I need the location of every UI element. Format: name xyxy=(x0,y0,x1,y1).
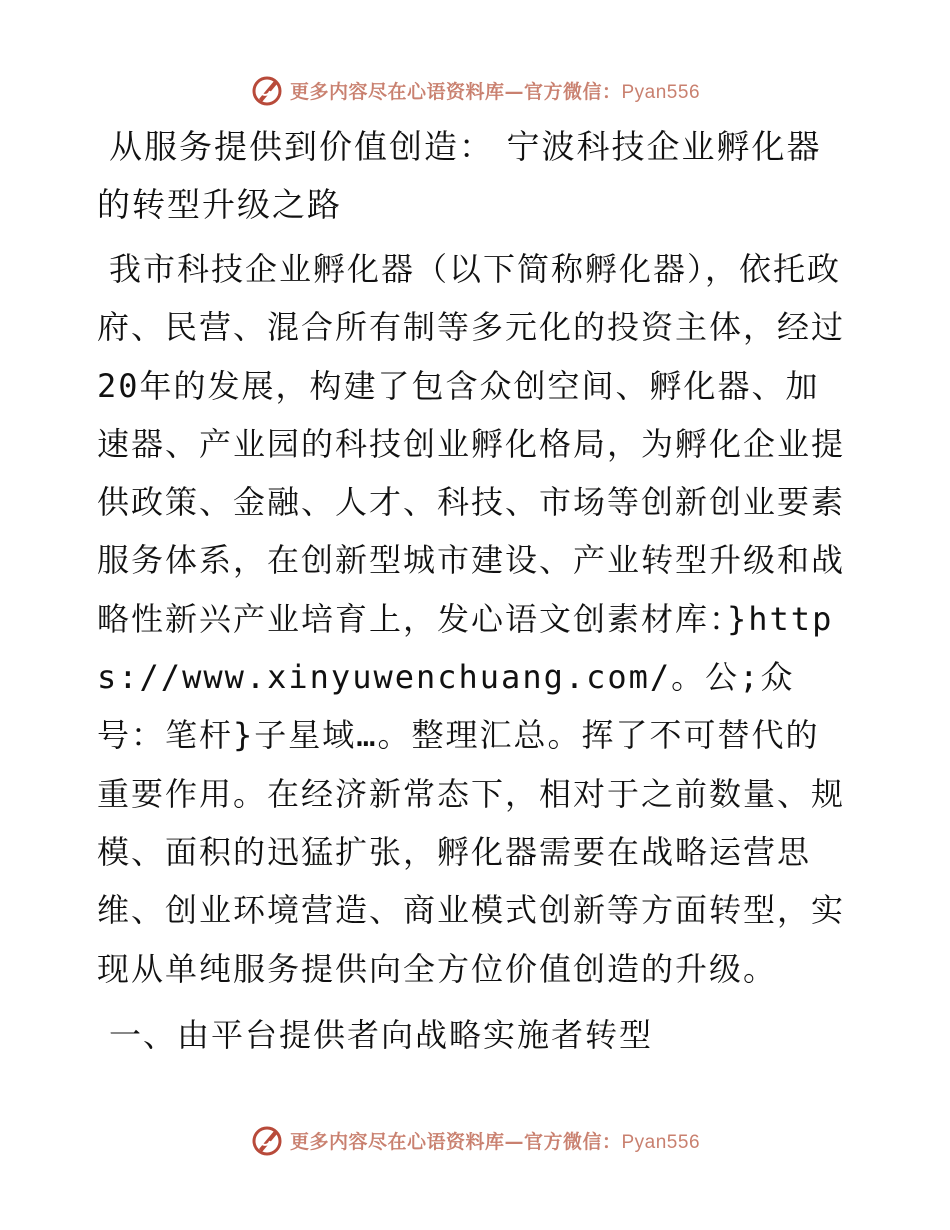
header-watermark-banner xyxy=(0,70,950,110)
document-title: 从服务提供到价值创造： 宁波科技企业孵化器的转型升级之路 xyxy=(97,127,822,224)
banner-brand: Pyan556 xyxy=(621,81,701,103)
banner-text xyxy=(290,77,700,104)
banner-text xyxy=(290,1127,700,1154)
banner-brand: Pyan556 xyxy=(621,1131,701,1153)
document-body xyxy=(97,118,853,1064)
banner-label: 更多内容尽在心语资料库—官方微信： xyxy=(289,80,622,103)
section-heading: 一、由平台提供者向战略实施者转型 xyxy=(109,1015,654,1054)
body-paragraph: 我市科技企业孵化器（以下简称孵化器），依托政府、民营、混合所有制等多元化的投资主体，经过20年的发展，构建了包含众创空间、孵化器、加速器、产业园的科技创业孵化格局，为孵化企业提供政策、金融、人才、科技、市场等创新创业要素服务体系，在创新型城市建设、产业转型升级和战略性新兴产业培育上，发心语文创素材库：}https://www.xinyuwenchuang.com/。公;众号：笔杆}子星域…。整理汇总。挥了不可替代的重要作用。在经济新常态下，相对于之前数量、规模、面积的迅猛扩张，孵化器需要在战略运营思维、创业环境营造、商业模式创新等方面转型，实现从单纯服务提供向全方位价值创造的升级。 xyxy=(97,250,846,988)
banner-label: 更多内容尽在心语资料库—官方微信： xyxy=(289,1130,622,1153)
footer-watermark-banner xyxy=(0,1120,950,1160)
pen-circle-logo-icon xyxy=(250,73,284,107)
pen-circle-logo-icon xyxy=(250,1123,284,1157)
